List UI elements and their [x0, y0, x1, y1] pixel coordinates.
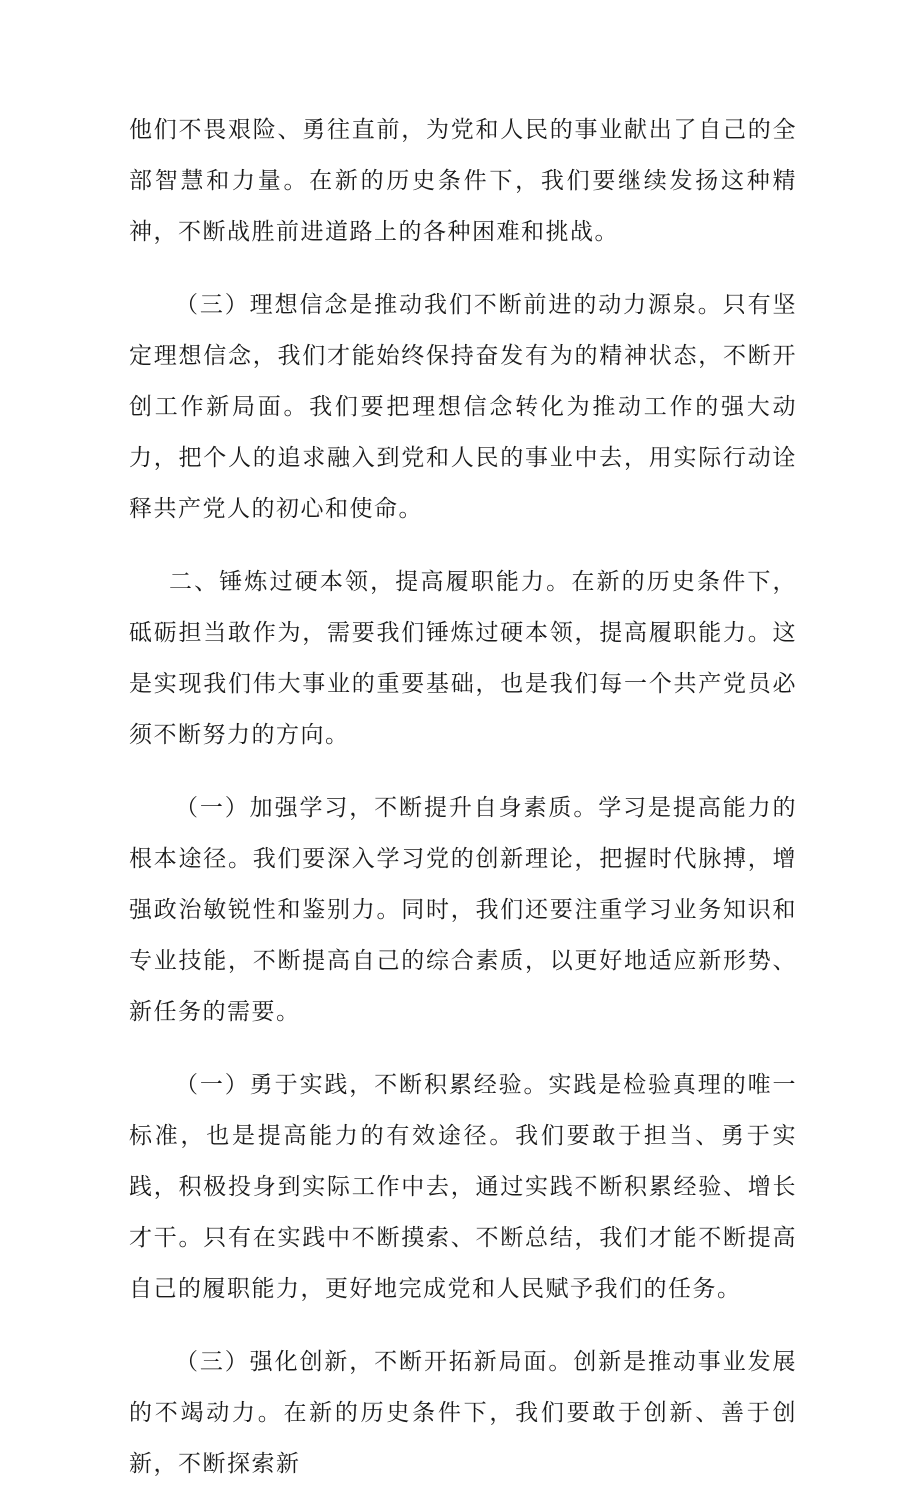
paragraph-continuation: 他们不畏艰险、勇往直前，为党和人民的事业献出了自己的全部智慧和力量。在新的历史条件下，我们要继续发扬这种精神，不断战胜前进道路上的各种困难和挑战。: [129, 117, 797, 245]
paragraph-section-1-practice: （一）勇于实践，不断积累经验。实践是检验真理的唯一标准，也是提高能力的有效途径。我们要敢于担当、勇于实践，积极投身到实际工作中去，通过实践不断积累经验、增长才干。只有在实践中不断摸索、不断总结，我们才能不断提高自己的履职能力，更好地完成党和人民赋予我们的任务。: [129, 1072, 797, 1302]
paragraph-heading-2-skills: 二、锤炼过硬本领，提高履职能力。在新的历史条件下，砥砺担当敢作为，需要我们锤炼过硬本领，提高履职能力。这是实现我们伟大事业的重要基础，也是我们每一个共产党员必须不断努力的方向。: [129, 569, 797, 748]
paragraph-section-3-ideals: （三）理想信念是推动我们不断前进的动力源泉。只有坚定理想信念，我们才能始终保持奋发有为的精神状态，不断开创工作新局面。我们要把理想信念转化为推动工作的强大动力，把个人的追求融入到党和人民的事业中去，用实际行动诠释共产党人的初心和使命。: [129, 292, 797, 522]
paragraph-section-1-learning: （一）加强学习，不断提升自身素质。学习是提高能力的根本途径。我们要深入学习党的创新理论，把握时代脉搏，增强政治敏锐性和鉴别力。同时，我们还要注重学习业务知识和专业技能，不断提高自己的综合素质，以更好地适应新形势、新任务的需要。: [129, 795, 797, 1025]
paragraph-section-3-innovation: （三）强化创新，不断开拓新局面。创新是推动事业发展的不竭动力。在新的历史条件下，我们要敢于创新、善于创新，不断探索新: [129, 1349, 797, 1477]
